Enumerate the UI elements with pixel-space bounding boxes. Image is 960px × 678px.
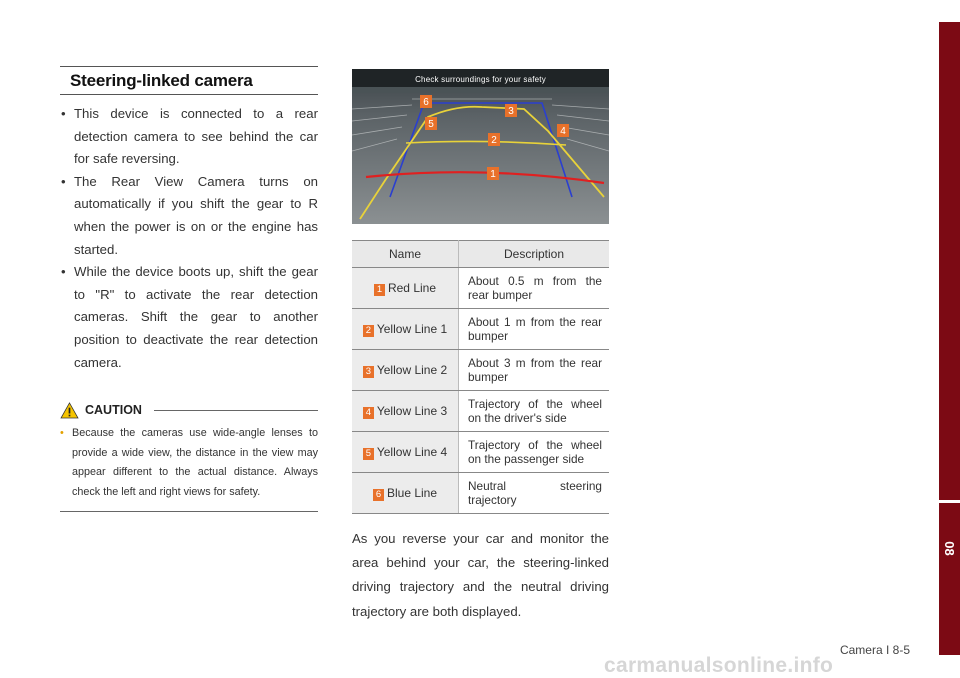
marker-number: 1 (490, 169, 496, 180)
caution-box (60, 400, 318, 512)
rear-camera-view (352, 69, 609, 224)
line-name: Yellow Line 2 (376, 362, 448, 377)
name-cell (352, 473, 459, 514)
description-cell: Trajectory of the wheel on the passenger side (459, 432, 610, 473)
line-name: Yellow Line 3 (376, 403, 448, 418)
list-item: • The Rear View Camera turns on automatically if you shift the gear to R when the power is on or the engine has started. (60, 171, 318, 261)
camera-illustration (352, 69, 609, 224)
name-cell (352, 350, 459, 391)
camera-banner: Check surroundings for your safety (415, 75, 546, 84)
chapter-label: 08 (942, 541, 957, 556)
line-name: Yellow Line 4 (376, 444, 448, 459)
number-badge: 5 (363, 448, 374, 460)
table-row (352, 309, 609, 350)
line-name: Red Line (387, 280, 437, 295)
left-column (60, 66, 318, 512)
chapter-tab[interactable] (939, 503, 960, 655)
column-header: Name (352, 241, 459, 268)
description-cell: Neutral steering trajectory (459, 473, 610, 514)
number-badge: 3 (363, 366, 374, 378)
marker-number: 6 (423, 97, 429, 108)
line-name: Yellow Line 1 (376, 321, 448, 336)
description-cell: About 3 m from the rear bumper (459, 350, 610, 391)
bullet-list (60, 103, 318, 374)
watermark: carmanualsonline.info (604, 654, 834, 677)
name-cell (352, 309, 459, 350)
side-tab (939, 22, 960, 500)
list-item: • This device is connected to a rear detection camera to see behind the car for safe reversing. (60, 103, 318, 171)
description-cell: About 0.5 m from the rear bumper (459, 268, 610, 309)
table-header-row (352, 241, 609, 268)
summary-paragraph: As you reverse your car and monitor the area behind your car, the steering-linked driving trajectory and the neutral driving trajectory are both displayed. (352, 531, 609, 619)
number-badge: 6 (373, 489, 384, 501)
divider (154, 410, 318, 411)
name-cell (352, 268, 459, 309)
caution-title: CAUTION (85, 403, 142, 418)
number-badge: 1 (374, 284, 385, 296)
table-row (352, 350, 609, 391)
page-footer: Camera I 8-5 (839, 643, 910, 657)
description-cell: About 1 m from the rear bumper (459, 309, 610, 350)
number-badge: 2 (363, 325, 374, 337)
caution-header (60, 400, 318, 420)
table-row (352, 432, 609, 473)
caution-text: • Because the cameras use wide-angle lenses to provide a wide view, the distance in the view may appear different to the actual distance. Always check the left and right views for safety. (60, 424, 318, 502)
line-name: Blue Line (386, 485, 438, 500)
column-header: Description (459, 241, 610, 268)
guide-line-table (352, 240, 609, 514)
warning-triangle-icon (60, 402, 79, 419)
name-cell (352, 391, 459, 432)
description-cell: Trajectory of the wheel on the driver's side (459, 391, 610, 432)
section-title: Steering-linked camera (60, 66, 318, 95)
table-row (352, 268, 609, 309)
marker-number: 2 (491, 135, 497, 146)
divider (60, 511, 318, 512)
list-item: • While the device boots up, shift the gear to "R" to activate the rear detection cameras. Shift the gear to another position to deactivate the rear detection camera. (60, 261, 318, 374)
marker-number: 5 (428, 119, 434, 130)
name-cell (352, 432, 459, 473)
table-row (352, 473, 609, 514)
number-badge: 4 (363, 407, 374, 419)
table-row (352, 391, 609, 432)
marker-number: 4 (560, 126, 566, 137)
marker-number: 3 (508, 106, 514, 117)
